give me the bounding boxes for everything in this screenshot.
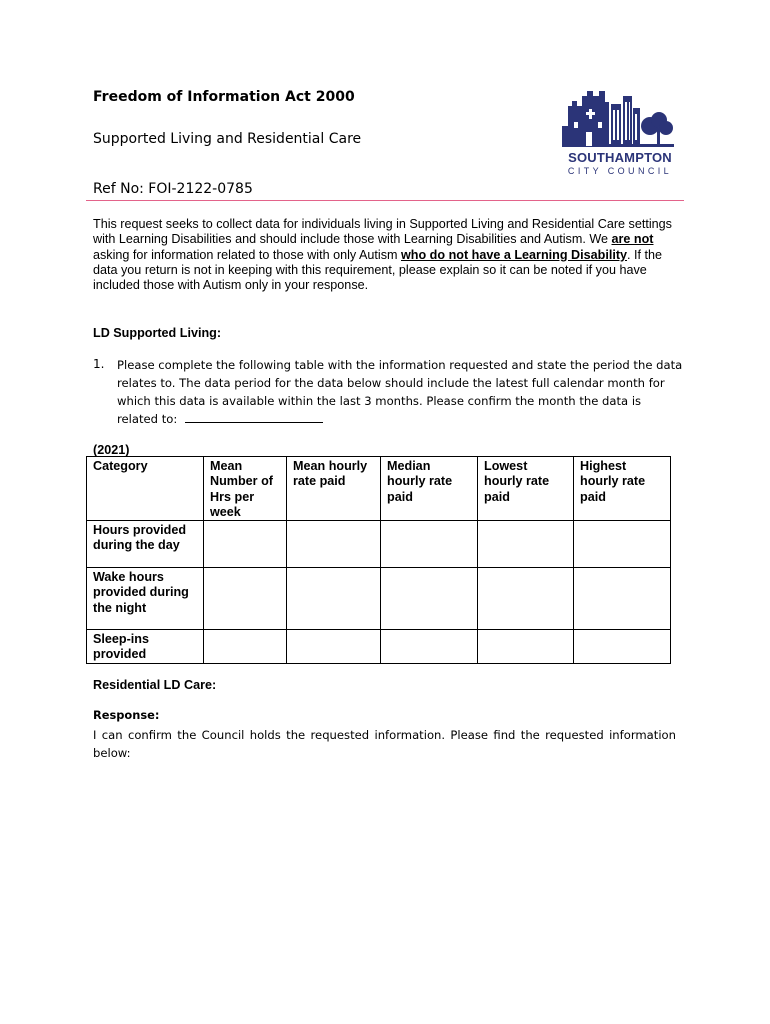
table-cell[interactable] (287, 521, 381, 568)
table-cell[interactable] (574, 521, 671, 568)
data-table (86, 456, 671, 664)
table-row (87, 568, 671, 630)
table-cell[interactable] (574, 630, 671, 664)
table-row (87, 521, 671, 568)
table-cell[interactable] (204, 568, 287, 630)
logo-wordmark: SOUTHAMPTON (568, 150, 672, 165)
row-category: Wake hours provided during the night (87, 568, 204, 630)
logo-subtext: CITY COUNCIL (567, 166, 673, 176)
header-mean-hours: Mean Number of Hrs per week (204, 457, 287, 521)
table-cell[interactable] (287, 568, 381, 630)
table-cell[interactable] (204, 630, 287, 664)
intro-paragraph (93, 217, 683, 293)
header-mean-rate: Mean hourly rate paid (287, 457, 381, 521)
reference-number: Ref No: FOI-2122-0785 (93, 181, 253, 197)
table-cell[interactable] (478, 630, 574, 664)
table-header-row (87, 457, 671, 521)
document-subtitle: Supported Living and Residential Care (93, 131, 362, 147)
response-text: I can confirm the Council holds the requested information. Please find the requested information below: (93, 728, 676, 760)
table-cell[interactable] (381, 568, 478, 630)
table-year-label: (2021) (93, 443, 130, 457)
month-answer-line (185, 410, 323, 423)
question-text (117, 356, 683, 428)
table-cell[interactable] (381, 630, 478, 664)
table-cell[interactable] (204, 521, 287, 568)
document-title: Freedom of Information Act 2000 (93, 89, 355, 105)
header-highest-rate: Highest hourly rate paid (574, 457, 671, 521)
intro-emphasis-are-not: are not (611, 232, 654, 247)
section-heading-residential-ld-care: Residential LD Care: (93, 678, 217, 692)
table-cell[interactable] (574, 568, 671, 630)
table-cell[interactable] (478, 568, 574, 630)
intro-text-3: . If the data you return is not in keeping with this requirement, please explain so it can be noted if you have included those with Autism only in your response. (93, 247, 663, 293)
response-label: Response: (93, 708, 160, 722)
intro-text-1: This request seeks to collect data for individuals living in Supported Living and Residential Care settings with Learning Disabilities and should include those with Learning Disabilities and Autism. We (93, 217, 672, 247)
question-body: Please complete the following table with the information requested and state the period the data relates to. The data period for the data below should include the latest full calendar month for which this data is available within the last 3 months. Please confirm the month the data is related to: (117, 358, 683, 426)
intro-text-2: asking for information related to those with only Autism (93, 247, 401, 262)
table-cell[interactable] (478, 521, 574, 568)
table-cell[interactable] (381, 521, 478, 568)
table-row (87, 630, 671, 664)
table-cell[interactable] (287, 630, 381, 664)
question-number: 1. (93, 357, 105, 371)
row-category: Sleep-ins provided (87, 630, 204, 664)
header-lowest-rate: Lowest hourly rate paid (478, 457, 574, 521)
section-heading-ld-supported-living: LD Supported Living: (93, 326, 222, 340)
header-category: Category (87, 457, 204, 521)
intro-emphasis-no-ld: who do not have a Learning Disability (401, 247, 628, 262)
header-divider (86, 200, 684, 201)
row-category: Hours provided during the day (87, 521, 204, 568)
header-median-rate: Median hourly rate paid (381, 457, 478, 521)
